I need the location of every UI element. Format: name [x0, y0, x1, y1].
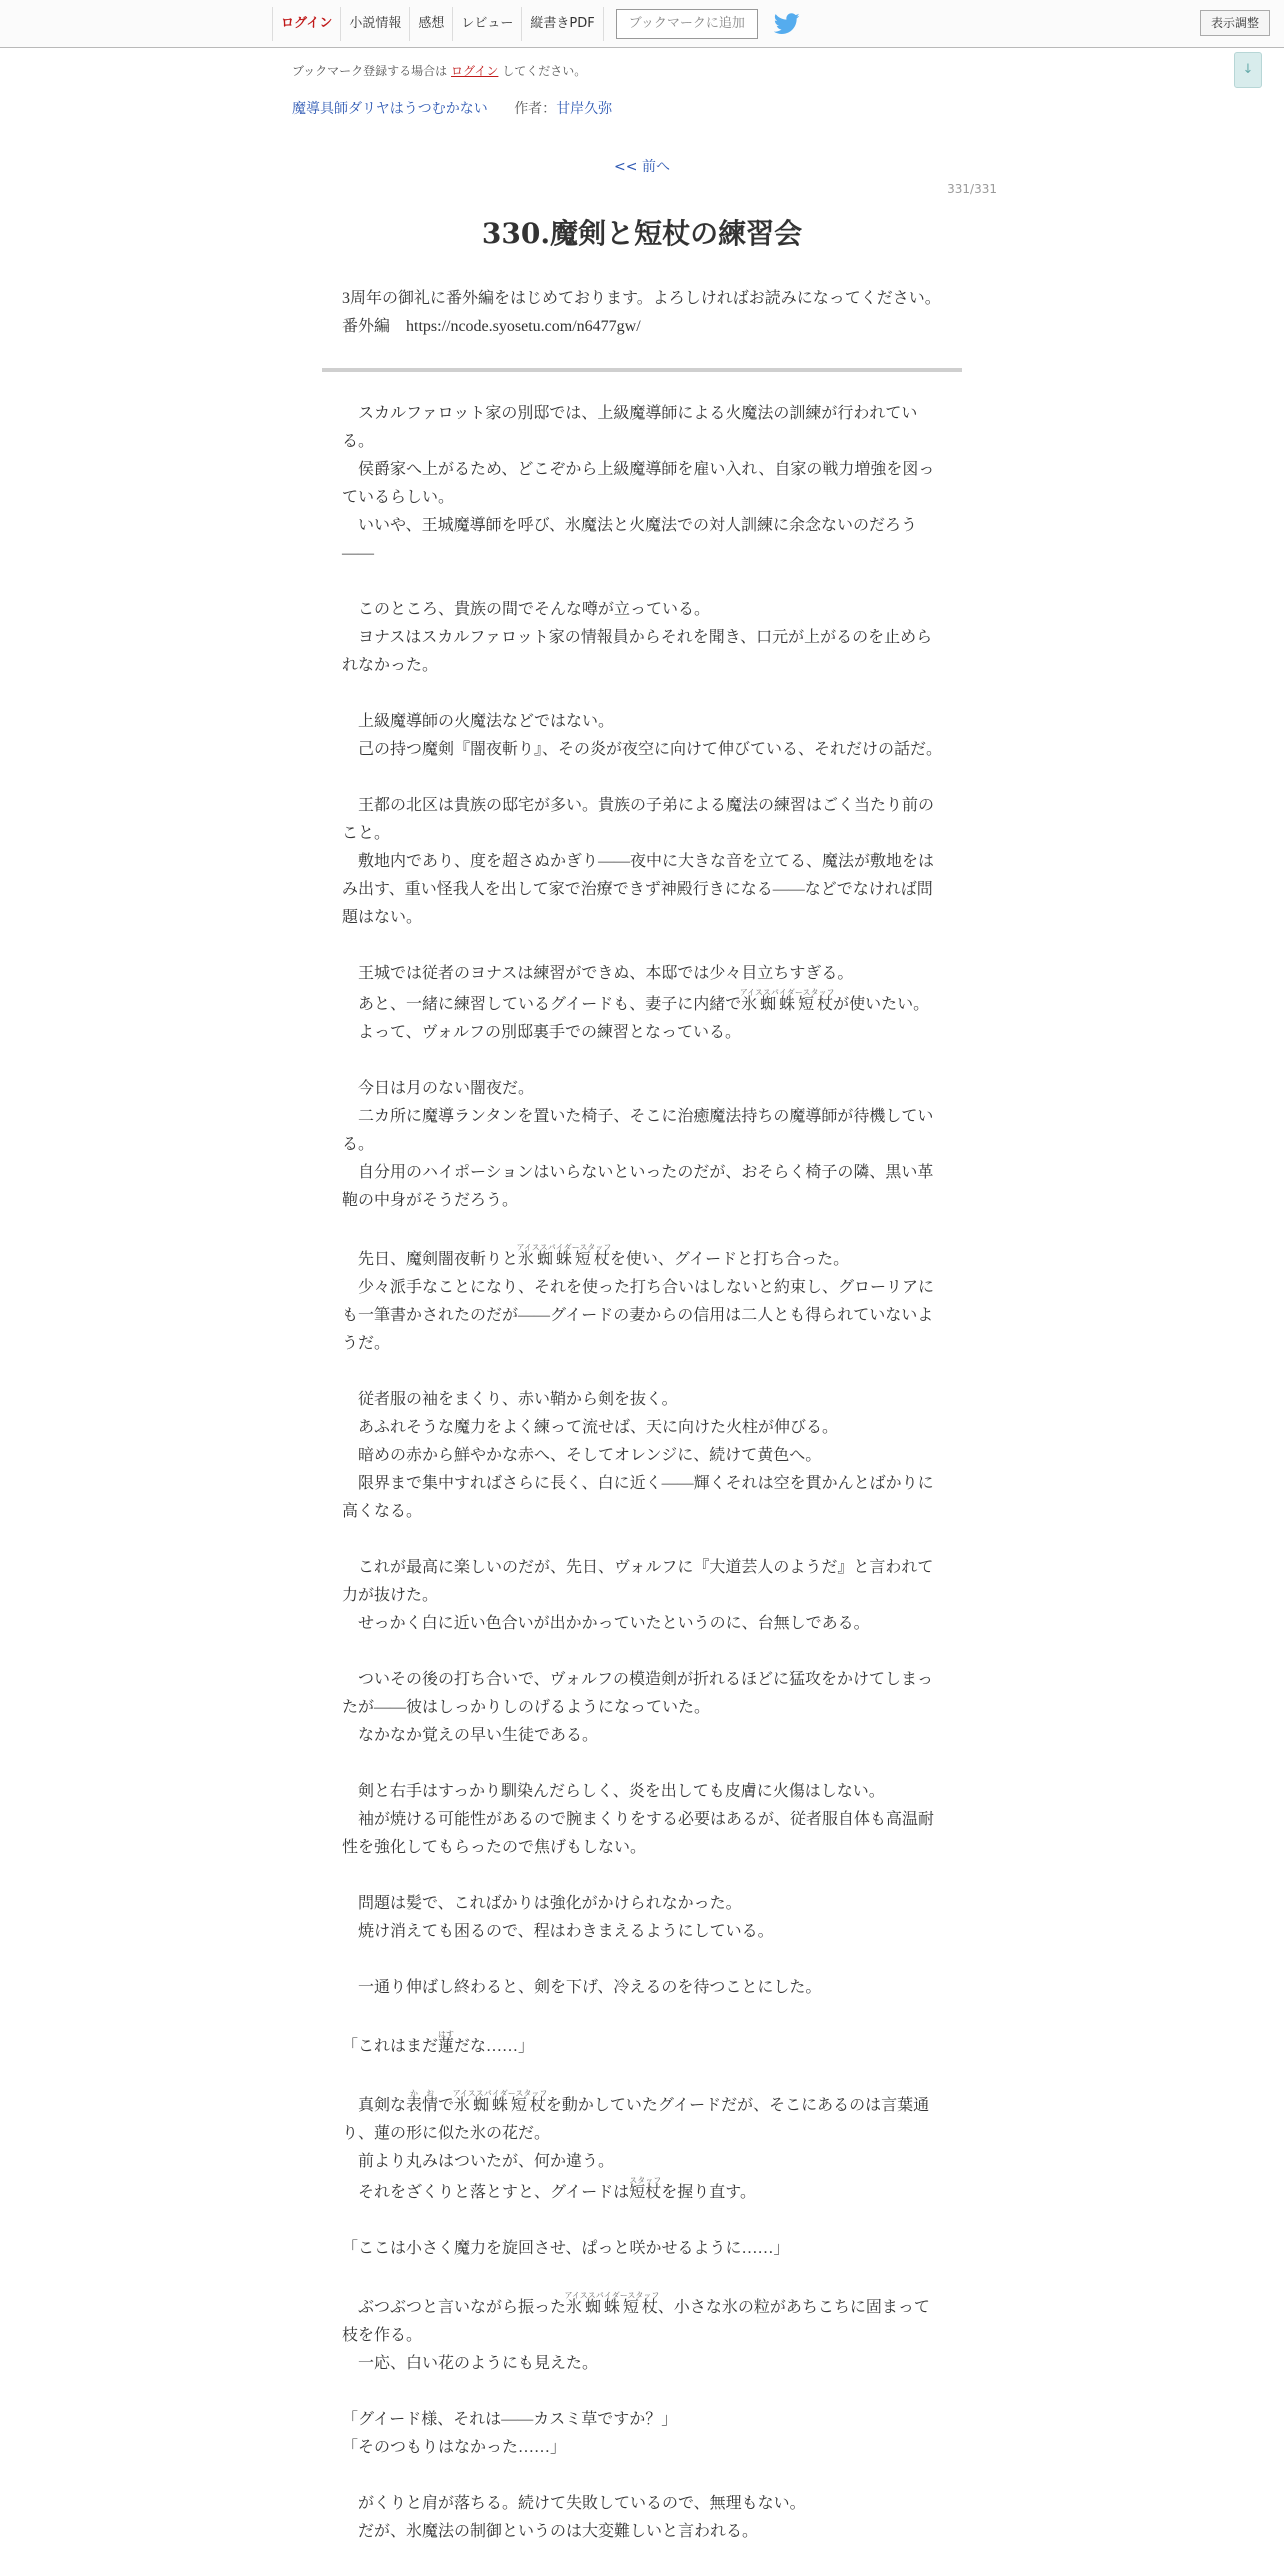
paragraph: 王城では従者のヨナスは練習ができぬ、本邸では少々目立ちすぎる。 [342, 965, 854, 982]
paragraph: 従者服の袖をまくり、赤い鞘から剣を抜く。 [342, 1391, 678, 1408]
top-navigation-bar [0, 0, 1284, 48]
paragraph: だが、氷魔法の制御というのは大変難しいと言われる。 [342, 2523, 759, 2540]
add-bookmark-button[interactable]: ブックマークに追加 [616, 9, 758, 39]
ruby-word: 蓮はす [438, 2030, 455, 2055]
preface-line: 番外編 https://ncode.syosetu.com/n6477gw/ [342, 318, 641, 335]
text-segment: を使い、グイードと打ち合った。 [609, 1251, 850, 1268]
paragraph: 剣と右手はすっかり馴染んだらしく、炎を出しても皮膚に火傷はしない。 [342, 1783, 885, 1800]
paragraph: 上級魔導師の火魔法などではない。 [342, 713, 615, 730]
prev-chapter-link[interactable]: << 前へ [614, 159, 670, 175]
paragraph: ついその後の打ち合いで、ヴォルフの模造剣が折れるほどに猛攻をかけてしまったが――彼はしっかりしのげるようになっていた。 [342, 1671, 934, 1716]
paragraph: 一通り伸ばし終わると、剣を下げ、冷えるのを待つことにした。 [342, 1979, 822, 1996]
bookmark-login-note [292, 62, 586, 79]
paragraph: がくりと肩が落ちる。続けて失敗しているので、無理もない。 [342, 2495, 806, 2512]
author-link[interactable]: 甘岸久弥 [556, 101, 613, 117]
paragraph: なかなか覚えの早い生徒である。 [342, 1727, 599, 1744]
paragraph: このところ、貴族の間でそんな噂が立っている。 [342, 601, 711, 618]
paragraph: 己の持つ魔剣『闇夜斬り』、その炎が夜空に向けて伸びている、それだけの話だ。 [342, 741, 943, 758]
paragraph: ヨナスはスカルファロット家の情報員からそれを聞き、口元が上がるのを止められなかった。 [342, 629, 933, 674]
paragraph [342, 2176, 942, 2207]
note-prefix: ブックマーク登録する場合は [292, 64, 448, 78]
text-segment: が使いたい。 [833, 996, 930, 1013]
paragraph: 袖が焼ける可能性があるので腕まくりをする必要はあるが、従者服自体も高温耐性を強化してもらったので焦げもしない。 [342, 1811, 935, 1856]
text-segment: あと、一緒に練習しているグイードも、妻子に内緒で [342, 996, 742, 1013]
paragraph [342, 988, 942, 1019]
scroll-down-arrow-icon[interactable]: ↓ [1234, 52, 1262, 88]
text-segment: を握り直す。 [661, 2184, 756, 2201]
text-segment: を動かしていたグイードだが、そこにあるのは言葉通り、蓮の形に似た氷の花だ。 [342, 2097, 930, 2142]
paragraph: 王都の北区は貴族の邸宅が多い。貴族の子弟による魔法の練習はごく当たり前のこと。 [342, 797, 935, 842]
chapter-title: 330.魔剣と短杖の練習会 [481, 217, 803, 250]
ruby-word: 氷蜘蛛短杖アイススパイダースタッフ [564, 2291, 660, 2316]
text-segment: だな……」 [454, 2038, 535, 2055]
display-settings-button[interactable]: 表示調整 [1200, 10, 1270, 36]
main-nav [272, 7, 800, 41]
text-segment: 「これはまだ [342, 2038, 439, 2055]
novel-meta [292, 98, 612, 118]
paragraph: 少々派手なことになり、それを使った打ち合いはしないと約束し、グローリアにも一筆書かされたのだが――グイードの妻からの信用は二人とも得られていないようだ。 [342, 1279, 935, 1352]
page-count: 331/331 [947, 182, 997, 196]
ruby-word: 氷蜘蛛短杖アイススパイダースタッフ [452, 2089, 548, 2114]
ruby-word: 短杖スタッフ [629, 2176, 662, 2201]
ruby-word: 表情かお [406, 2089, 439, 2114]
paragraph: これが最高に楽しいのだが、先日、ヴォルフに『大道芸人のようだ』と言われて力が抜けた。 [342, 1559, 934, 1604]
series-title-link[interactable]: 魔導具師ダリヤはうつむかない [292, 101, 488, 117]
novel-info-link[interactable]: 小説情報 [341, 7, 410, 41]
preface [342, 285, 942, 341]
paragraph: 自分用のハイポーションはいらないといったのだが、おそらく椅子の隣、黒い革鞄の中身がそうだろう。 [342, 1164, 934, 1209]
paragraph [342, 2030, 942, 2061]
text-segment: ぶつぶつと言いながら振った [342, 2299, 567, 2316]
ruby-word: 氷蜘蛛短杖アイススパイダースタッフ [739, 988, 835, 1013]
author-label: 作者： [514, 101, 557, 117]
paragraph: 前より丸みはついたが、何か違う。 [342, 2153, 615, 2170]
paragraph: 二カ所に魔導ランタンを置いた椅子、そこに治癒魔法持ちの魔導師が待機している。 [342, 1108, 934, 1153]
twitter-icon[interactable] [774, 13, 800, 35]
paragraph: 暗めの赤から鮮やかな赤へ、そしてオレンジに、続けて黄色へ。 [342, 1447, 822, 1464]
ruby-word: 氷蜘蛛短杖アイススパイダースタッフ [516, 1243, 612, 1268]
paragraph: あふれそうな魔力をよく練って流せば、天に向けた火柱が伸びる。 [342, 1419, 839, 1436]
paragraph: 問題は髪で、こればかりは強化がかけられなかった。 [342, 1895, 742, 1912]
impressions-link[interactable]: 感想 [410, 7, 453, 41]
text-segment: で [438, 2097, 455, 2114]
chapter-body [342, 400, 942, 2546]
note-login-link[interactable]: ログイン [451, 64, 499, 78]
paragraph: 「グイード様、それは――カスミ草ですか？」 [342, 2411, 678, 2428]
login-link[interactable]: ログイン [273, 7, 341, 41]
text-segment: それをざくりと落とすと、グイードは [342, 2184, 630, 2201]
review-link[interactable]: レビュー [453, 7, 522, 41]
paragraph: 限界まで集中すればさらに長く、白に近く――輝くそれは空を貫かんとばかりに高くなる。 [342, 1475, 934, 1520]
paragraph: よって、ヴォルフの別邸裏手での練習となっている。 [342, 1024, 742, 1041]
paragraph [342, 1243, 942, 1274]
vertical-pdf-link[interactable]: 縦書きPDF [522, 7, 603, 41]
paragraph: 焼け消えても困るので、程はわきまえるようにしている。 [342, 1923, 774, 1940]
paragraph: 「ここは小さく魔力を旋回させ、ぱっと咲かせるように……」 [342, 2240, 790, 2257]
note-suffix: してください。 [502, 64, 587, 78]
paragraph: 今日は月のない闇夜だ。 [342, 1080, 535, 1097]
paragraph: 敷地内であり、度を超さぬかぎり――夜中に大きな音を立てる、魔法が敷地をはみ出す、重い怪我人を出して家で治療できず神殿行きになる――などでなければ問題はない。 [342, 853, 935, 926]
paragraph: いいや、王城魔導師を呼び、氷魔法と火魔法での対人訓練に余念ないのだろう―― [342, 517, 918, 562]
paragraph: スカルファロット家の別邸では、上級魔導師による火魔法の訓練が行われている。 [342, 405, 918, 450]
text-segment: 、小さな氷の粒があちこちに固まって枝を作る。 [342, 2299, 930, 2344]
paragraph: 一応、白い花のようにも見えた。 [342, 2355, 599, 2372]
text-segment: 真剣な [342, 2097, 407, 2114]
paragraph: 「そのつもりはなかった……」 [342, 2439, 567, 2456]
preface-line: 3周年の御礼に番外編をはじめております。よろしければお読みになってください。 [342, 290, 941, 307]
paragraph: 侯爵家へ上がるため、どこぞから上級魔導師を雇い入れ、自家の戦力増強を図っているらしい。 [342, 461, 935, 506]
paragraph: せっかく白に近い色合いが出かかっていたというのに、台無しである。 [342, 1615, 870, 1632]
paragraph [342, 2089, 942, 2148]
text-segment: 先日、魔剣闇夜斬りと [342, 1251, 519, 1268]
divider [322, 368, 962, 372]
paragraph [342, 2291, 942, 2350]
